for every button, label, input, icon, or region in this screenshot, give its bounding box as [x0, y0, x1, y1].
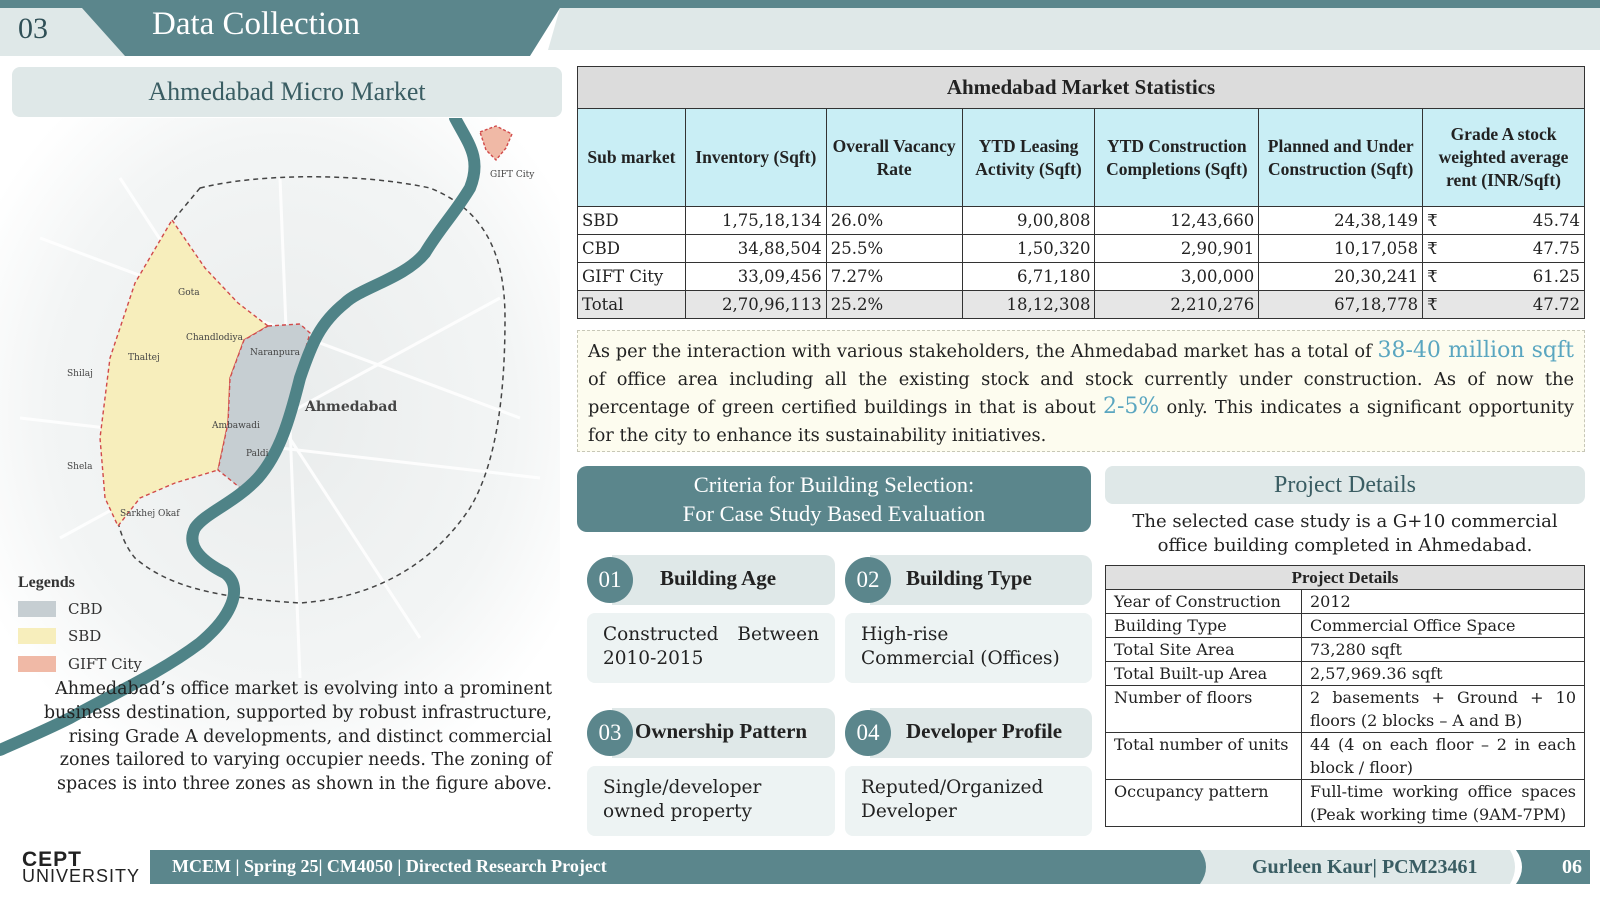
rent-value: 45.74: [1532, 211, 1580, 230]
criteria-number-badge: 02: [845, 557, 891, 603]
map-label-gota: Gota: [178, 288, 200, 298]
criteria-body-line2: Commercial (Offices): [861, 648, 1060, 669]
insight-highlight-percentage: 2-5%: [1102, 394, 1160, 419]
cell-completions: 2,90,901: [1095, 235, 1259, 263]
insight-text-2: of office area including all the existing stock and stock currently under construction. As of now the percentage of green certified buildings in that is about: [588, 368, 1574, 418]
table-row: [578, 263, 1585, 291]
cell-sub-market: SBD: [578, 207, 686, 235]
criteria-body-line1: High-rise: [861, 624, 949, 645]
university-logo-subtitle: UNIVERSITY: [22, 866, 141, 886]
project-details-title: Project Details: [1105, 466, 1585, 504]
market-stats-table: [577, 66, 1585, 319]
table-row: [1106, 733, 1585, 780]
criteria-body-line2: Developer: [861, 801, 957, 822]
criteria-body-line1: Single/developer: [603, 777, 762, 798]
legend-item-cbd: [18, 600, 103, 618]
detail-key: Total Built-up Area: [1106, 662, 1302, 686]
criteria-body: [845, 766, 1092, 836]
cell-vacancy: 26.0%: [826, 207, 962, 235]
table-row: [1106, 638, 1585, 662]
legend-swatch: [18, 656, 56, 672]
legend-label: GIFT City: [68, 655, 142, 673]
col-header-inventory: Inventory (Sqft): [685, 109, 826, 207]
rupee-symbol: ₹: [1427, 267, 1438, 286]
market-stats-title: Ahmedabad Market Statistics: [578, 67, 1585, 109]
col-header-vacancy: Overall Vacancy Rate: [826, 109, 962, 207]
rupee-symbol: ₹: [1427, 239, 1438, 258]
rupee-symbol: ₹: [1427, 211, 1438, 230]
map-label-ahmedabad: Ahmedabad: [305, 399, 398, 415]
table-row: [1106, 686, 1585, 733]
section-number: 03: [18, 12, 48, 45]
detail-value: Commercial Office Space: [1302, 614, 1585, 638]
legend-swatch: [18, 628, 56, 644]
cell-vacancy: 25.2%: [826, 291, 962, 319]
insight-text-1: As per the interaction with various stakeholders, the Ahmedabad market has a total of: [588, 341, 1378, 362]
project-table-title: Project Details: [1106, 566, 1585, 590]
cell-completions: 3,00,000: [1095, 263, 1259, 291]
criteria-body: [587, 613, 835, 683]
col-header-leasing: YTD Leasing Activity (Sqft): [962, 109, 1095, 207]
criteria-label: Developer Profile: [906, 719, 1063, 743]
cell-leasing: 1,50,320: [962, 235, 1095, 263]
project-description: The selected case study is a G+10 commercial office building completed in Ahmedabad.: [1132, 511, 1558, 556]
col-header-rent: Grade A stock weighted average rent (INR/Sqft): [1423, 109, 1585, 207]
detail-value: 2012: [1302, 590, 1585, 614]
cell-leasing: 6,71,180: [962, 263, 1095, 291]
cell-sub-market: CBD: [578, 235, 686, 263]
detail-value: 73,280 sqft: [1302, 638, 1585, 662]
legend-label: SBD: [68, 627, 102, 645]
page-number: 06: [1562, 856, 1582, 878]
criteria-body: [845, 613, 1092, 683]
insight-highlight-area: 38-40 million sqft: [1377, 338, 1574, 363]
cell-inventory: 33,09,456: [685, 263, 826, 291]
table-row: [1106, 614, 1585, 638]
cell-planned: 10,17,058: [1259, 235, 1423, 263]
cell-inventory: 2,70,96,113: [685, 291, 826, 319]
detail-value: 2,57,969.36 sqft: [1302, 662, 1585, 686]
criteria-number-badge: 04: [845, 710, 891, 756]
col-header-planned: Planned and Under Construction (Sqft): [1259, 109, 1423, 207]
detail-key: Building Type: [1106, 614, 1302, 638]
detail-value: Full-time working office spaces (Peak working time (9AM-7PM): [1302, 780, 1585, 827]
legend-title: Legends: [18, 574, 75, 591]
detail-key: Occupancy pattern: [1106, 780, 1302, 827]
criteria-number-badge: 01: [587, 557, 633, 603]
cell-completions: 2,210,276: [1095, 291, 1259, 319]
micro-market-description: Ahmedabad’s office market is evolving into a prominent business destination, supported by robust infrastructure, rising Grade A developments, and distinct commercial zones tailored to varying occupier needs. The zoning of spaces is into three zones as shown in the figure above.: [43, 679, 552, 795]
rent-value: 61.25: [1532, 267, 1580, 286]
legend-item-sbd: [18, 627, 101, 645]
legend-swatch: [18, 601, 56, 617]
cell-planned: 24,38,149: [1259, 207, 1423, 235]
criteria-heading-line2: For Case Study Based Evaluation: [682, 501, 986, 526]
cell-leasing: 9,00,808: [962, 207, 1095, 235]
cell-rent: [1423, 263, 1585, 291]
market-insight-box: [577, 330, 1585, 452]
criteria-label: Ownership Pattern: [635, 719, 808, 743]
map-label-thaltej: Thaltej: [128, 353, 160, 363]
legend-label: CBD: [68, 600, 103, 618]
cell-planned: 20,30,241: [1259, 263, 1423, 291]
micro-market-title: Ahmedabad Micro Market: [12, 67, 562, 117]
detail-key: Total number of units: [1106, 733, 1302, 780]
cell-inventory: 34,88,504: [685, 235, 826, 263]
criteria-body-line1: Constructed Between: [603, 624, 819, 645]
detail-value: 44 (4 on each floor – 2 in each block / floor): [1302, 733, 1585, 780]
criteria-label: Building Age: [660, 566, 777, 590]
criteria-body-line2: 2010-2015: [603, 648, 704, 669]
cell-vacancy: 7.27%: [826, 263, 962, 291]
legend-item-gift-city: [18, 655, 142, 673]
rupee-symbol: ₹: [1427, 295, 1438, 314]
detail-key: Year of Construction: [1106, 590, 1302, 614]
author-info: Gurleen Kaur| PCM23461: [1252, 856, 1478, 878]
cell-rent: [1423, 207, 1585, 235]
detail-value: 2 basements + Ground + 10 floors (2 blocks – A and B): [1302, 686, 1585, 733]
criteria-body-line2: owned property: [603, 801, 752, 822]
insight-text-3: only. This indicates a significant opportunity for the city to enhance its sustainability initiatives.: [588, 397, 1574, 446]
criteria-body-line1: Reputed/Organized: [861, 777, 1044, 798]
detail-key: Total Site Area: [1106, 638, 1302, 662]
map-label-chandlodiya: Chandlodiya: [186, 333, 243, 343]
criteria-heading: [577, 466, 1091, 532]
map-label-shela: Shela: [67, 462, 93, 472]
col-header-completions: YTD Construction Completions (Sqft): [1095, 109, 1259, 207]
map-label-naranpura: Naranpura: [250, 348, 300, 358]
criteria-number-badge: 03: [587, 710, 633, 756]
cell-leasing: 18,12,308: [962, 291, 1095, 319]
table-row: [578, 207, 1585, 235]
page-title: Data Collection: [152, 6, 361, 42]
table-row: [1106, 590, 1585, 614]
cell-rent: [1423, 235, 1585, 263]
table-row: [1106, 662, 1585, 686]
col-header-sub-market: Sub market: [578, 109, 686, 207]
project-details-table: [1105, 565, 1585, 827]
detail-key: Number of floors: [1106, 686, 1302, 733]
cell-vacancy: 25.5%: [826, 235, 962, 263]
criteria-body: [587, 766, 835, 836]
rent-value: 47.72: [1532, 295, 1580, 314]
university-logo: CEPT: [22, 848, 83, 871]
rent-value: 47.75: [1532, 239, 1580, 258]
map-label-ambawadi: Ambawadi: [212, 421, 260, 431]
table-row: [1106, 780, 1585, 827]
cell-sub-market: GIFT City: [578, 263, 686, 291]
criteria-heading-line1: Criteria for Building Selection:: [693, 472, 975, 497]
map-label-sarkhej-okaf: Sarkhej Okaf: [120, 509, 180, 519]
table-row-total: [578, 291, 1585, 319]
course-info: MCEM | Spring 25| CM4050 | Directed Research Project: [172, 856, 607, 876]
map-label-gift-city: GIFT City: [490, 170, 535, 180]
criteria-label: Building Type: [906, 566, 1032, 590]
map-label-shilaj: Shilaj: [67, 369, 93, 379]
cell-completions: 12,43,660: [1095, 207, 1259, 235]
map-label-paldi: Paldi: [246, 449, 269, 459]
cell-sub-market: Total: [578, 291, 686, 319]
table-row: [578, 235, 1585, 263]
cell-planned: 67,18,778: [1259, 291, 1423, 319]
cell-rent: [1423, 291, 1585, 319]
cell-inventory: 1,75,18,134: [685, 207, 826, 235]
